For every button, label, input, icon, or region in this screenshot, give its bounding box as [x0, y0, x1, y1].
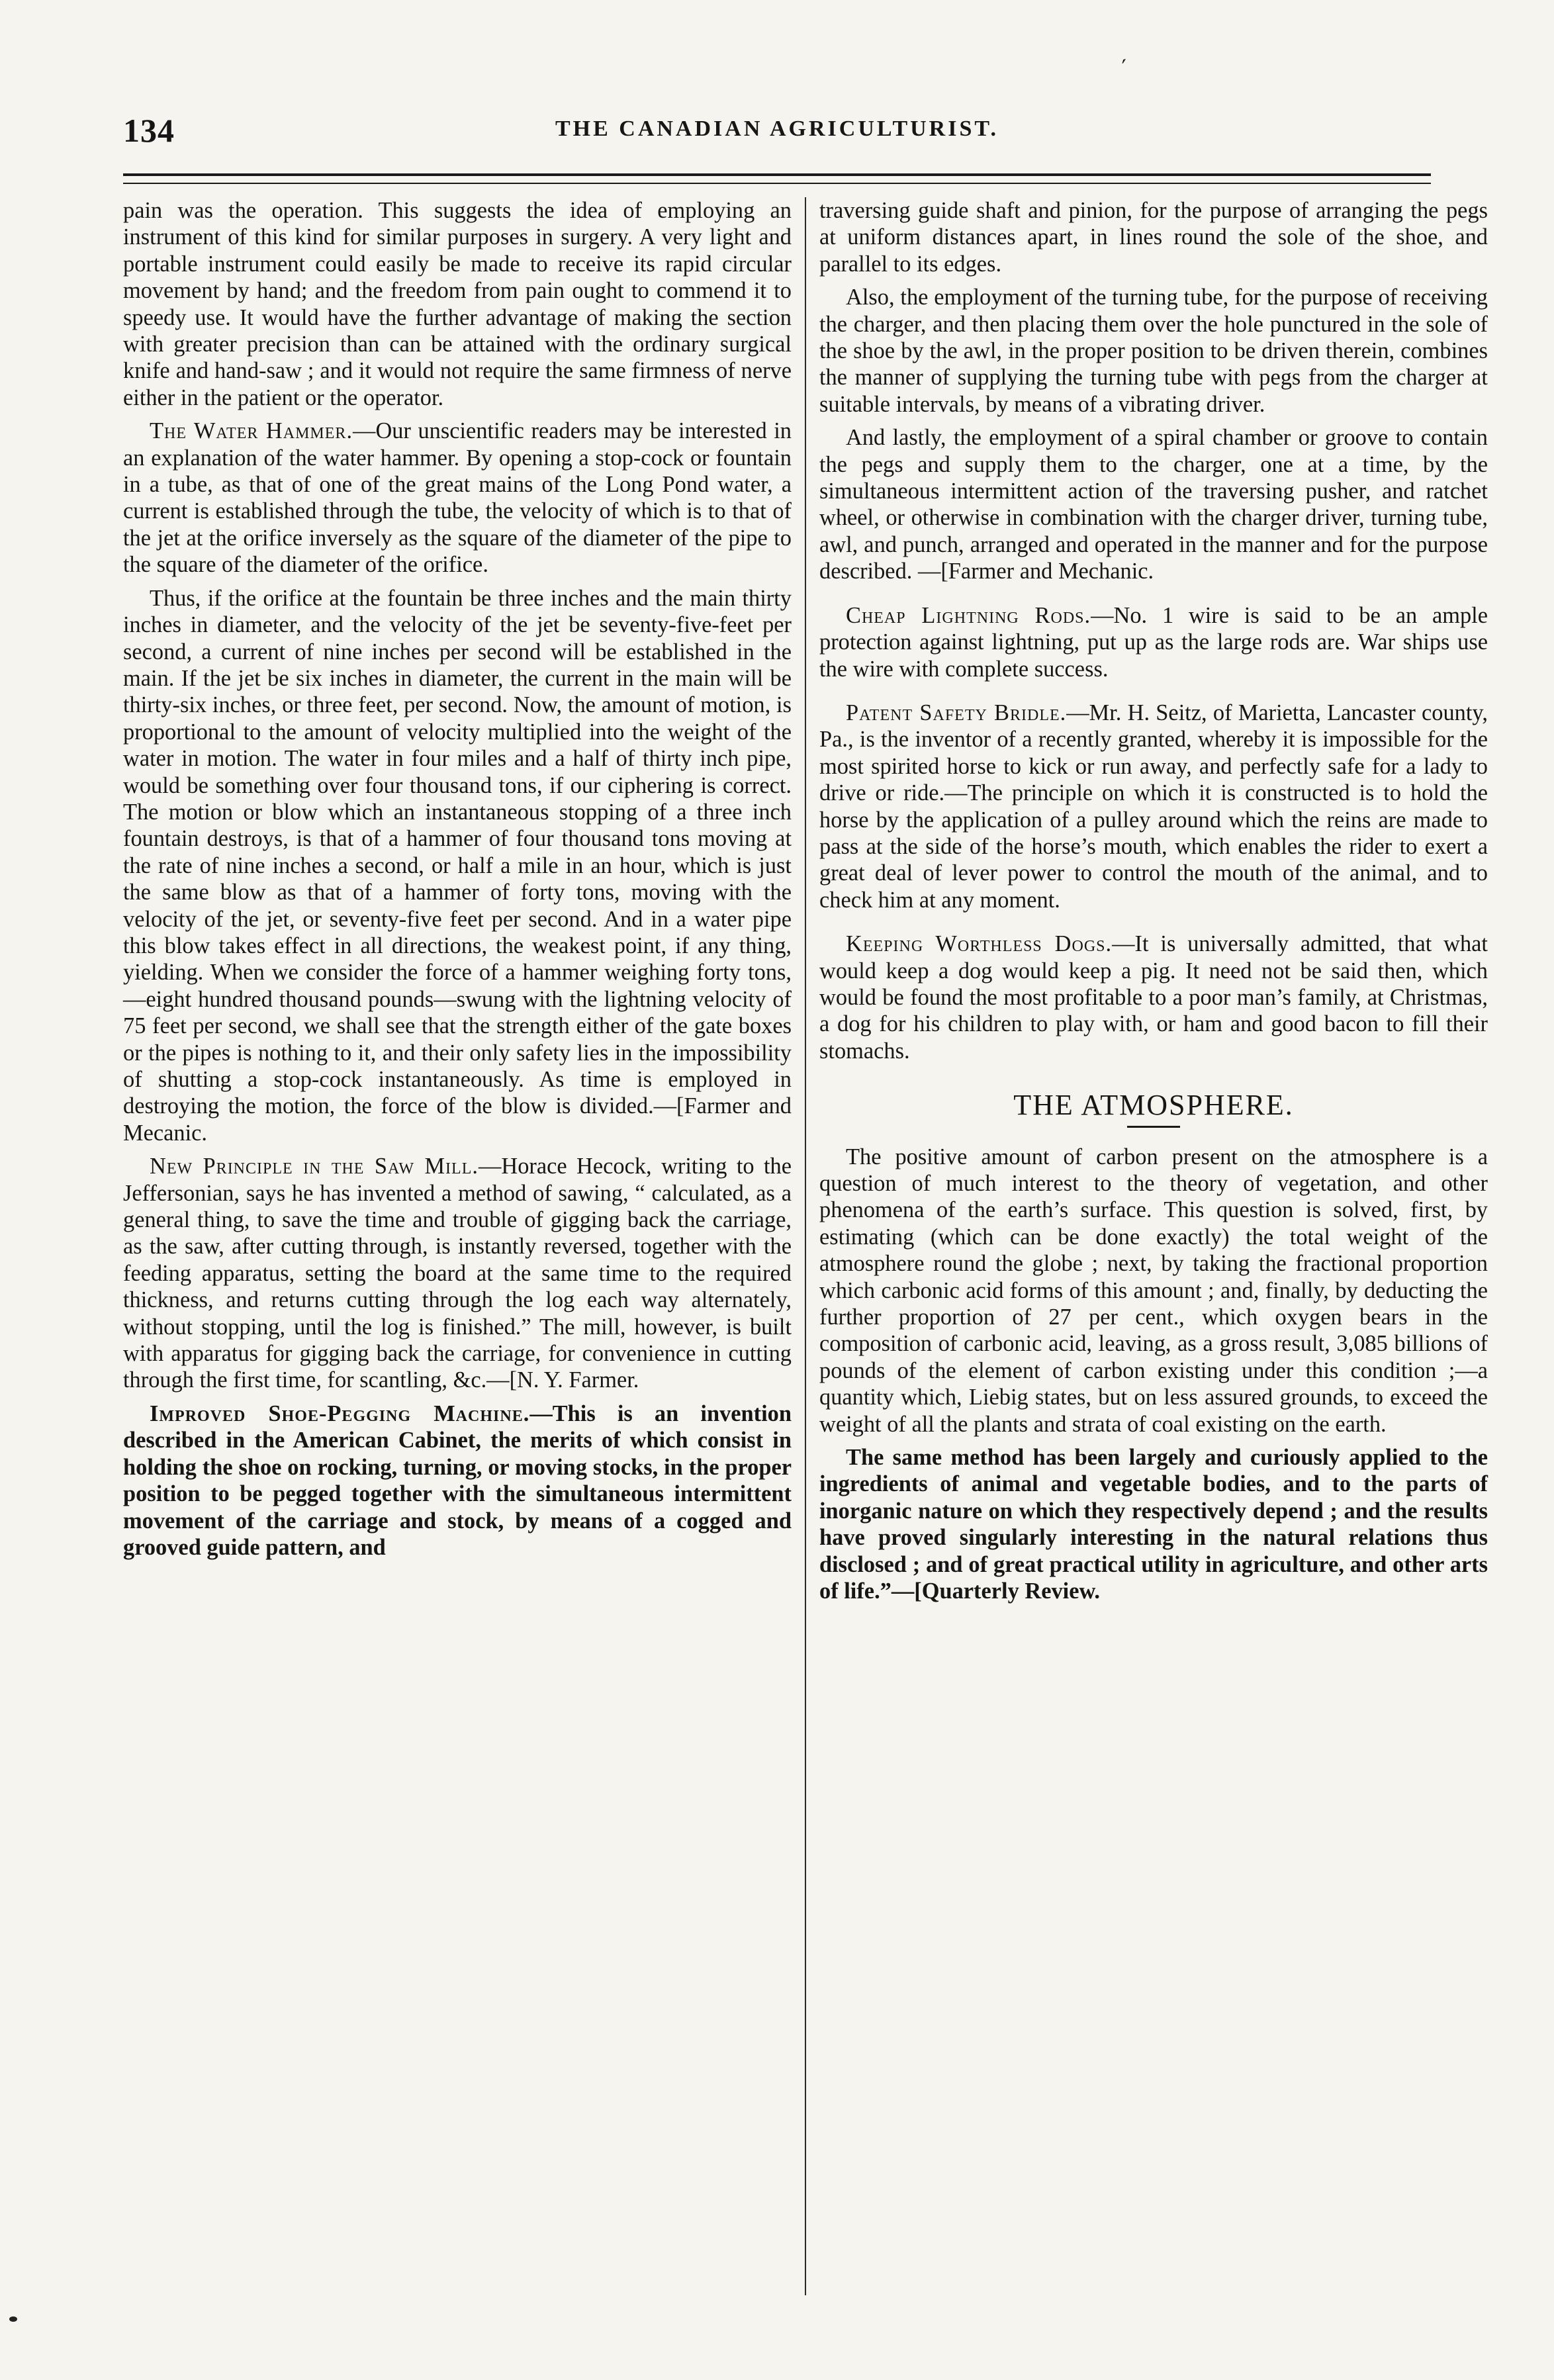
margin-ink-dot — [9, 2316, 17, 2322]
article-paragraph-atmosphere-2: The same method has been largely and curiously applied to the ingredients of animal and vegetable bodies, and to the parts of inorganic nature on which they respectively depend ; and the results have proved singularly interesting in the natural relations thus disclosed ; and of great practical utility in agriculture, and other arts of life.”—[Quarterly Review. — [819, 1445, 1488, 1604]
article-lead: Improved Shoe-Pegging Machine. — [150, 1400, 530, 1426]
page-number: 134 — [123, 112, 175, 149]
article-paragraph-safety-bridle: Patent Safety Bridle.—Mr. H. Seitz, of Marietta, Lancaster county, Pa., is the inventor of a recently granted, whereby it is impossible for the most spirited horse to kick or run away, and perfectly safe for a lady to drive or ride.—The principle on which it is constructed is to hold the horse by the application of a pulley around which the reins are made to pass at the side of the horse’s mouth, which enables the rider to exert a great deal of lever power to control the mouth of the animal, and to check him at any moment. — [819, 700, 1488, 913]
article-lead: New Principle in the Saw Mill. — [150, 1154, 479, 1179]
article-lead: Patent Safety Bridle. — [846, 700, 1067, 725]
left-column — [123, 197, 792, 1561]
article-paragraph-atmosphere: The positive amount of carbon present on the atmosphere is a question of much interest to the theory of vegetation, and other phenomena of the earth’s surface. This question is solved, first, by estimating (which can be done exactly) the total weight of the atmosphere round the globe ; next, by taking the fractional proportion which carbonic acid forms of this amount ; and, finally, by deducting the further proportion of 27 per cent., which oxygen bears in the composition of carbonic acid, leaving, as a gross result, 3,085 billions of pounds of the element of carbon existing under this condition ;—a quantity which, Liebig states, but on less assured grounds, to exceed the weight of all the plants and strata of coal existing on the earth. — [819, 1144, 1488, 1437]
article-paragraph-shoe-pegging: Improved Shoe-Pegging Machine.—This is an invention described in the American Cabinet, the merits of which consist in holding the shoe on rocking, turning, or moving stocks, in the proper position to be pegged together with the simultaneous intermittent movement of the carriage and stock, by means of a cogged and grooved guide pattern, and — [123, 1400, 792, 1560]
article-paragraph-saw-mill: New Principle in the Saw Mill.—Horace Hecock, writing to the Jeffersonian, says he has invented a method of sawing, “ calculated, as a general thing, to save the time and trouble of gigging back the carriage, as the saw, after cutting through, is instantly reversed, together with the feeding apparatus, setting the board at the same time to the required thickness, and returns cutting through the log each way alternately, without stopping, until the log is finished.” The mill, however, is built with apparatus for gigging back the carriage, for convenience in cutting through the first time, for scantling, &c.—[N. Y. Farmer. — [123, 1154, 792, 1393]
section-title-atmosphere: THE ATMOSPHERE. — [1013, 1089, 1294, 1122]
article-lead: Cheap Lightning Rods. — [846, 602, 1091, 628]
header-rule-thick — [123, 173, 1431, 176]
column-divider — [805, 197, 806, 2295]
article-paragraph: And lastly, the employment of a spiral chamber or groove to contain the pegs and supply them to the charger, one at a time, by the simultaneous intermittent action of the traversing pusher, and ratchet wheel, or otherwise in combination with the charger driver, turning tube, awl, and punch, arranged and operated in the manner and for the purpose described. —[Farmer and Mechanic. — [819, 425, 1488, 584]
article-paragraph-worthless-dogs: Keeping Worthless Dogs.—It is universally admitted, that what would keep a dog would keep a pig. It need not be said then, which would be found the most profitable to a poor man’s family, at Christmas, a dog for his children to play with, or ham and good bacon to fill their stomachs. — [819, 931, 1488, 1064]
article-paragraph: Thus, if the orifice at the fountain be three inches and the main thirty inches in diameter, and the velocity of the jet be seventy-five-feet per second, a current of nine inches per second will be established in the main. If the jet be six inches in diameter, the current in the main will be thirty-six inches, or three feet, per second. Now, the amount of motion, is proportional to the amount of velocity multiplied into the weight of the water in motion. The water in four miles and a half of thirty inch pipe, would be something over four thousand tons, if our ciphering is correct. The motion or blow which an instantaneous stopping of a three inch fountain destroys, is that of a hammer of four thousand tons moving at the rate of nine inches a second, or half a mile in an hour, which is just the same blow as that of a hammer of forty tons, moving with the velocity of the jet, or seventy-five feet per second. And in a water pipe this blow takes effect in all directions, the weakest point, if any thing, yielding. When we consider the force of a hammer weighing forty tons, —eight hundred thousand pounds—swung with the lightning velocity of 75 feet per second, we shall see that the strength either of the gate boxes or the pipes is nothing to it, and their only safety lies in the impossibility of shutting a stop-cock instantaneously. As time is employed in destroying the motion, the force of the blow is divided.—[Farmer and Mecanic. — [123, 585, 792, 1146]
article-paragraph: traversing guide shaft and pinion, for the purpose of arranging the pegs at uniform distances apart, in lines round the sole of the shoe, and parallel to its edges. — [819, 198, 1488, 277]
section-title-rule — [1127, 1126, 1180, 1128]
article-lead: Keeping Worthless Dogs. — [846, 931, 1113, 957]
article-columns — [123, 197, 1488, 2295]
article-paragraph: pain was the operation. This suggests the idea of employing an instrument of this kind for similar purposes in surgery. A very light and portable instrument could easily be made to receive its rapid circular movement by hand; and the freedom from pain ought to commend it to speedy use. It would have the further advantage of making the section with greater precision than can be attained with the ordinary surgical knife and hand-saw ; and it would not require the same firmness of nerve either in the patient or the operator. — [123, 198, 792, 410]
margin-tick-mark: ˊ — [1118, 55, 1134, 81]
header-rule-thin — [123, 183, 1431, 184]
article-paragraph-lightning-rods: Cheap Lightning Rods.—No. 1 wire is said to be an ample protection against lightning, put up as the large rods are. War ships use the wire with complete success. — [819, 602, 1488, 682]
article-paragraph-water-hammer: The Water Hammer.—Our unscientific readers may be interested in an explanation of the water hammer. By opening a stop-cock or fountain in a tube, as that of one of the great mains of the Long Pond water, a current is established through the tube, the velocity of which is to that of the jet at the orifice inversely as the square of the diameter of the pipe to the square of the diameter of the orifice. — [123, 418, 792, 578]
journal-title: THE CANADIAN AGRICULTURIST. — [555, 116, 999, 141]
article-lead: The Water Hammer. — [150, 418, 353, 444]
running-header — [123, 111, 1431, 158]
right-column — [819, 197, 1488, 1605]
article-paragraph: Also, the employment of the turning tube, for the purpose of receiving the charger, and then placing them over the hole punctured in the sole of the shoe by the awl, in the proper position to be driven therein, combines the manner of supplying the turning tube with pegs from the charger at suitable intervals, by means of a vibrating driver. — [819, 285, 1488, 417]
